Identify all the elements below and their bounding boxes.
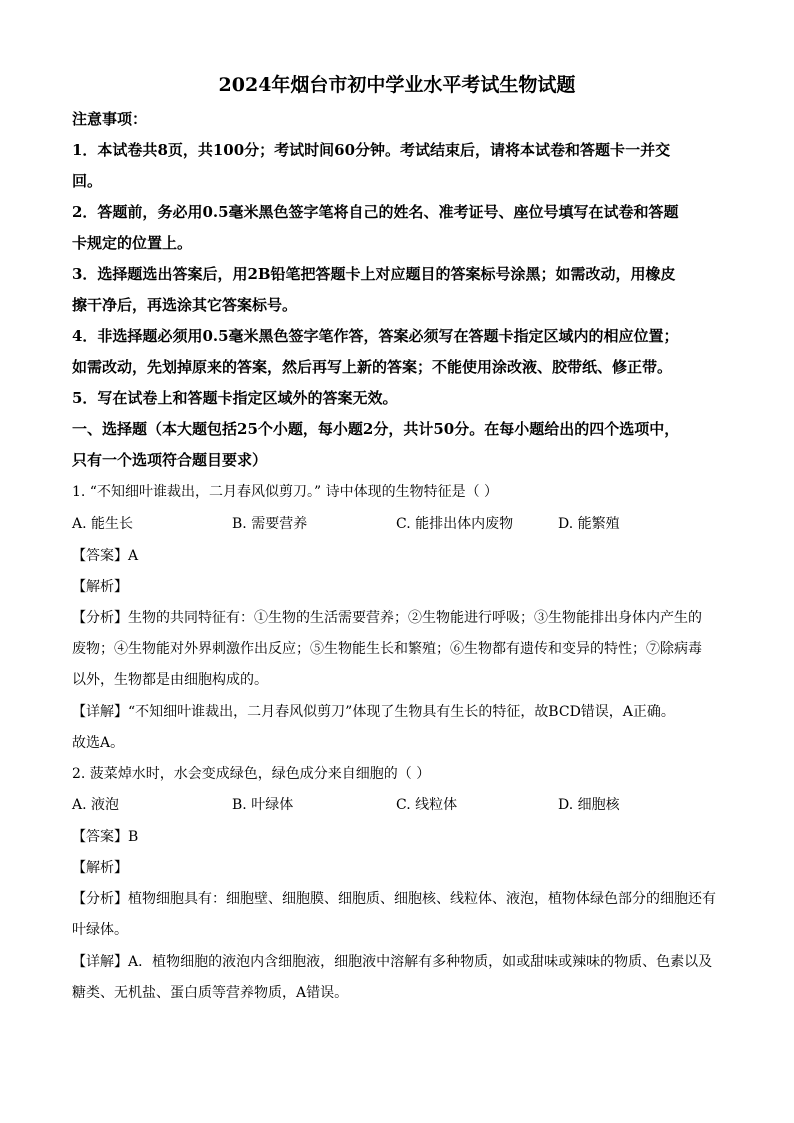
option-c: C. 线粒体	[396, 797, 458, 813]
answer-label: 【答案】A	[72, 548, 139, 564]
conclusion-line: 故选A。	[72, 735, 125, 751]
option-b: B. 需要营养	[232, 516, 308, 532]
notice-line: 回。	[72, 172, 103, 190]
analysis-label: 【解析】	[72, 860, 128, 876]
section-heading-cont: 只有一个选项符合题目要求）	[72, 451, 268, 469]
analysis-line: 【分析】生物的共同特征有：①生物的生活需要营养；②生物能进行呼吸；③生物能排出身体内产生的	[72, 610, 702, 626]
analysis-label: 【解析】	[72, 579, 128, 595]
notice-line: 2．答题前，务必用0.5毫米黑色签字笔将自己的姓名、准考证号、座位号填写在试卷和答题	[72, 203, 679, 221]
option-d: D. 细胞核	[558, 797, 620, 813]
option-b: B. 叶绿体	[232, 797, 294, 813]
analysis-line: 叶绿体。	[72, 922, 128, 938]
analysis-line: 废物；④生物能对外界刺激作出反应；⑤生物能生长和繁殖；⑥生物都有遗传和变异的特性；⑦除病毒	[72, 641, 702, 657]
notice-line: 擦干净后，再选涂其它答案标号。	[72, 296, 298, 314]
question-stem: 1. “不知细叶谁裁出，二月春风似剪刀。” 诗中体现的生物特征是（ ）	[72, 484, 499, 500]
option-a: A. 能生长	[72, 516, 134, 532]
question-stem: 2. 菠菜焯水时，水会变成绿色，绿色成分来自细胞的（ ）	[72, 766, 431, 782]
notice-line: 5．写在试卷上和答题卡指定区域外的答案无效。	[72, 389, 398, 407]
detail-line: 【详解】“不知细叶谁裁出，二月春风似剪刀”体现了生物具有生长的特征，故BCD错误，A正确。	[72, 704, 675, 720]
analysis-line: 以外，生物都是由细胞构成的。	[72, 672, 268, 688]
answer-label: 【答案】B	[72, 829, 139, 845]
option-a: A. 液泡	[72, 797, 120, 813]
notice-line: 3．选择题选出答案后，用2B铅笔把答题卡上对应题目的答案标号涂黑；如需改动，用橡皮	[72, 265, 676, 283]
detail-line: 糖类、无机盐、蛋白质等营养物质，A错误。	[72, 985, 349, 1001]
notice-line: 1．本试卷共8页，共100分；考试时间60分钟。考试结束后，请将本试卷和答题卡一并交	[72, 141, 671, 159]
notice-line: 如需改动，先划掉原来的答案，然后再写上新的答案；不能使用涂改液、胶带纸、修正带。	[72, 358, 673, 376]
section-heading: 一、选择题（本大题包括25个小题，每小题2分，共计50分。在每小题给出的四个选项中，	[72, 420, 680, 438]
notice-line: 4．非选择题必须用0.5毫米黑色签字笔作答，答案必须写在答题卡指定区域内的相应位置；	[72, 327, 679, 345]
option-c: C. 能排出体内废物	[396, 516, 514, 532]
notice-heading: 注意事项：	[72, 110, 148, 128]
page-title: 2024年烟台市初中学业水平考试生物试题	[218, 74, 576, 96]
detail-line: 【详解】A．植物细胞的液泡内含细胞液，细胞液中溶解有多种物质，如或甜味或辣味的物质、色素以及	[72, 954, 713, 970]
option-d: D. 能繁殖	[558, 516, 620, 532]
notice-line: 卡规定的位置上。	[72, 234, 193, 252]
analysis-line: 【分析】植物细胞具有：细胞壁、细胞膜、细胞质、细胞核、线粒体、液泡，植物体绿色部分的细胞还有	[72, 891, 716, 907]
